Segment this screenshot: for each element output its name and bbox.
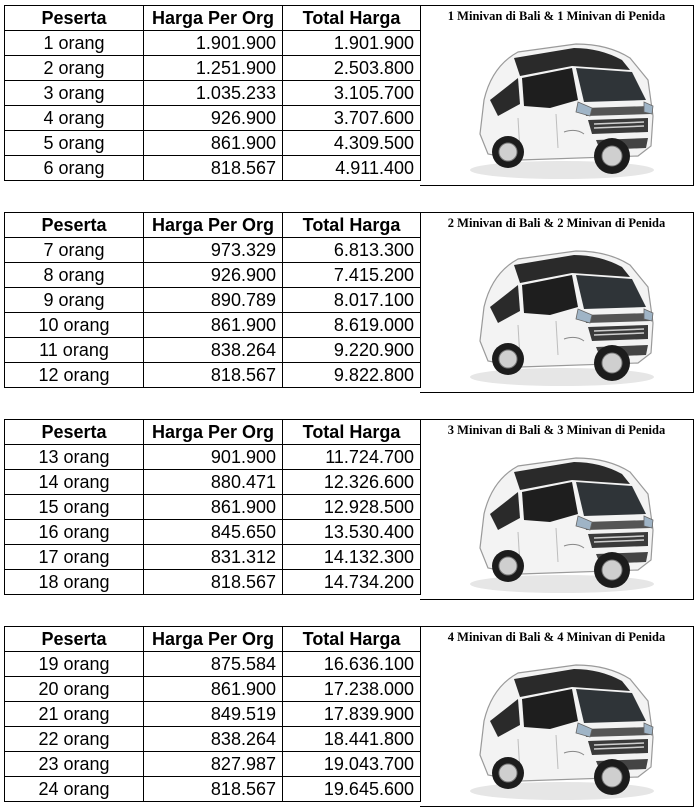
table-row [5,81,421,106]
table-row [5,777,421,802]
table-row [5,238,421,263]
column-header: Total Harga [283,420,421,445]
column-header: Total Harga [283,627,421,652]
participants-cell: 5 orang [5,131,144,156]
price-block-3 [4,419,694,601]
price-per-person-cell: 1.035.233 [144,81,283,106]
vehicle-package-title: 1 Minivan di Bali & 1 Minivan di Penida [447,9,666,23]
participants-cell: 22 orang [5,727,144,752]
minivan-car-icon [458,36,658,184]
price-table [4,419,421,595]
total-price-cell: 16.636.100 [283,652,421,677]
participants-cell: 23 orang [5,752,144,777]
total-price-cell: 9.822.800 [283,363,421,388]
price-per-person-cell: 838.264 [144,727,283,752]
table-row [5,313,421,338]
column-header: Total Harga [283,213,421,238]
total-price-cell: 12.326.600 [283,470,421,495]
table-row [5,520,421,545]
column-header: Harga Per Org [144,420,283,445]
table-row [5,752,421,777]
participants-cell: 24 orang [5,777,144,802]
price-per-person-cell: 849.519 [144,702,283,727]
price-per-person-cell: 926.900 [144,263,283,288]
table-header-row [5,6,421,31]
table-row [5,545,421,570]
participants-cell: 15 orang [5,495,144,520]
participants-cell: 7 orang [5,238,144,263]
table-row [5,470,421,495]
vehicle-panel [420,419,694,600]
price-per-person-cell: 861.900 [144,495,283,520]
total-price-cell: 3.707.600 [283,106,421,131]
total-price-cell: 19.043.700 [283,752,421,777]
total-price-cell: 9.220.900 [283,338,421,363]
total-price-cell: 14.734.200 [283,570,421,595]
participants-cell: 21 orang [5,702,144,727]
total-price-cell: 12.928.500 [283,495,421,520]
price-per-person-cell: 973.329 [144,238,283,263]
participants-cell: 6 orang [5,156,144,181]
price-per-person-cell: 818.567 [144,156,283,181]
table-row [5,570,421,595]
vehicle-panel [420,212,694,393]
participants-cell: 17 orang [5,545,144,570]
column-header: Harga Per Org [144,213,283,238]
participants-cell: 18 orang [5,570,144,595]
price-per-person-cell: 827.987 [144,752,283,777]
price-per-person-cell: 845.650 [144,520,283,545]
table-header-row [5,627,421,652]
column-header: Peserta [5,420,144,445]
price-table [4,212,421,388]
price-per-person-cell: 861.900 [144,313,283,338]
price-block-2 [4,212,694,394]
total-price-cell: 1.901.900 [283,31,421,56]
table-row [5,131,421,156]
minivan-car-icon [458,450,658,598]
column-header: Peserta [5,627,144,652]
vehicle-package-title: 3 Minivan di Bali & 3 Minivan di Penida [447,423,666,437]
total-price-cell: 4.911.400 [283,156,421,181]
participants-cell: 13 orang [5,445,144,470]
total-price-cell: 18.441.800 [283,727,421,752]
price-per-person-cell: 901.900 [144,445,283,470]
price-per-person-cell: 818.567 [144,570,283,595]
price-per-person-cell: 818.567 [144,363,283,388]
table-row [5,702,421,727]
table-row [5,727,421,752]
price-per-person-cell: 861.900 [144,677,283,702]
vehicle-panel [420,626,694,807]
price-table [4,5,421,181]
participants-cell: 16 orang [5,520,144,545]
total-price-cell: 14.132.300 [283,545,421,570]
table-row [5,106,421,131]
total-price-cell: 3.105.700 [283,81,421,106]
price-block-4 [4,626,694,808]
table-row [5,445,421,470]
total-price-cell: 13.530.400 [283,520,421,545]
table-header-row [5,420,421,445]
column-header: Harga Per Org [144,6,283,31]
table-row [5,363,421,388]
total-price-cell: 4.309.500 [283,131,421,156]
total-price-cell: 11.724.700 [283,445,421,470]
price-per-person-cell: 926.900 [144,106,283,131]
table-row [5,31,421,56]
participants-cell: 19 orang [5,652,144,677]
participants-cell: 2 orang [5,56,144,81]
table-row [5,288,421,313]
vehicle-panel [420,5,694,186]
price-per-person-cell: 875.584 [144,652,283,677]
total-price-cell: 19.645.600 [283,777,421,802]
price-per-person-cell: 880.471 [144,470,283,495]
total-price-cell: 17.839.900 [283,702,421,727]
participants-cell: 3 orang [5,81,144,106]
table-row [5,156,421,181]
total-price-cell: 8.017.100 [283,288,421,313]
table-row [5,263,421,288]
price-per-person-cell: 818.567 [144,777,283,802]
price-per-person-cell: 890.789 [144,288,283,313]
participants-cell: 8 orang [5,263,144,288]
column-header: Peserta [5,213,144,238]
participants-cell: 4 orang [5,106,144,131]
vehicle-package-title: 2 Minivan di Bali & 2 Minivan di Penida [447,216,666,230]
participants-cell: 1 orang [5,31,144,56]
price-block-1 [4,5,694,187]
participants-cell: 9 orang [5,288,144,313]
participants-cell: 12 orang [5,363,144,388]
participants-cell: 10 orang [5,313,144,338]
price-per-person-cell: 861.900 [144,131,283,156]
price-per-person-cell: 1.901.900 [144,31,283,56]
minivan-car-icon [458,657,658,805]
total-price-cell: 17.238.000 [283,677,421,702]
total-price-cell: 6.813.300 [283,238,421,263]
total-price-cell: 8.619.000 [283,313,421,338]
price-per-person-cell: 838.264 [144,338,283,363]
price-table [4,626,421,802]
participants-cell: 20 orang [5,677,144,702]
table-header-row [5,213,421,238]
table-row [5,652,421,677]
price-per-person-cell: 831.312 [144,545,283,570]
column-header: Peserta [5,6,144,31]
minivan-car-icon [458,243,658,391]
table-row [5,338,421,363]
column-header: Harga Per Org [144,627,283,652]
table-row [5,677,421,702]
table-row [5,56,421,81]
column-header: Total Harga [283,6,421,31]
total-price-cell: 2.503.800 [283,56,421,81]
price-per-person-cell: 1.251.900 [144,56,283,81]
participants-cell: 11 orang [5,338,144,363]
table-row [5,495,421,520]
participants-cell: 14 orang [5,470,144,495]
total-price-cell: 7.415.200 [283,263,421,288]
vehicle-package-title: 4 Minivan di Bali & 4 Minivan di Penida [447,630,666,644]
